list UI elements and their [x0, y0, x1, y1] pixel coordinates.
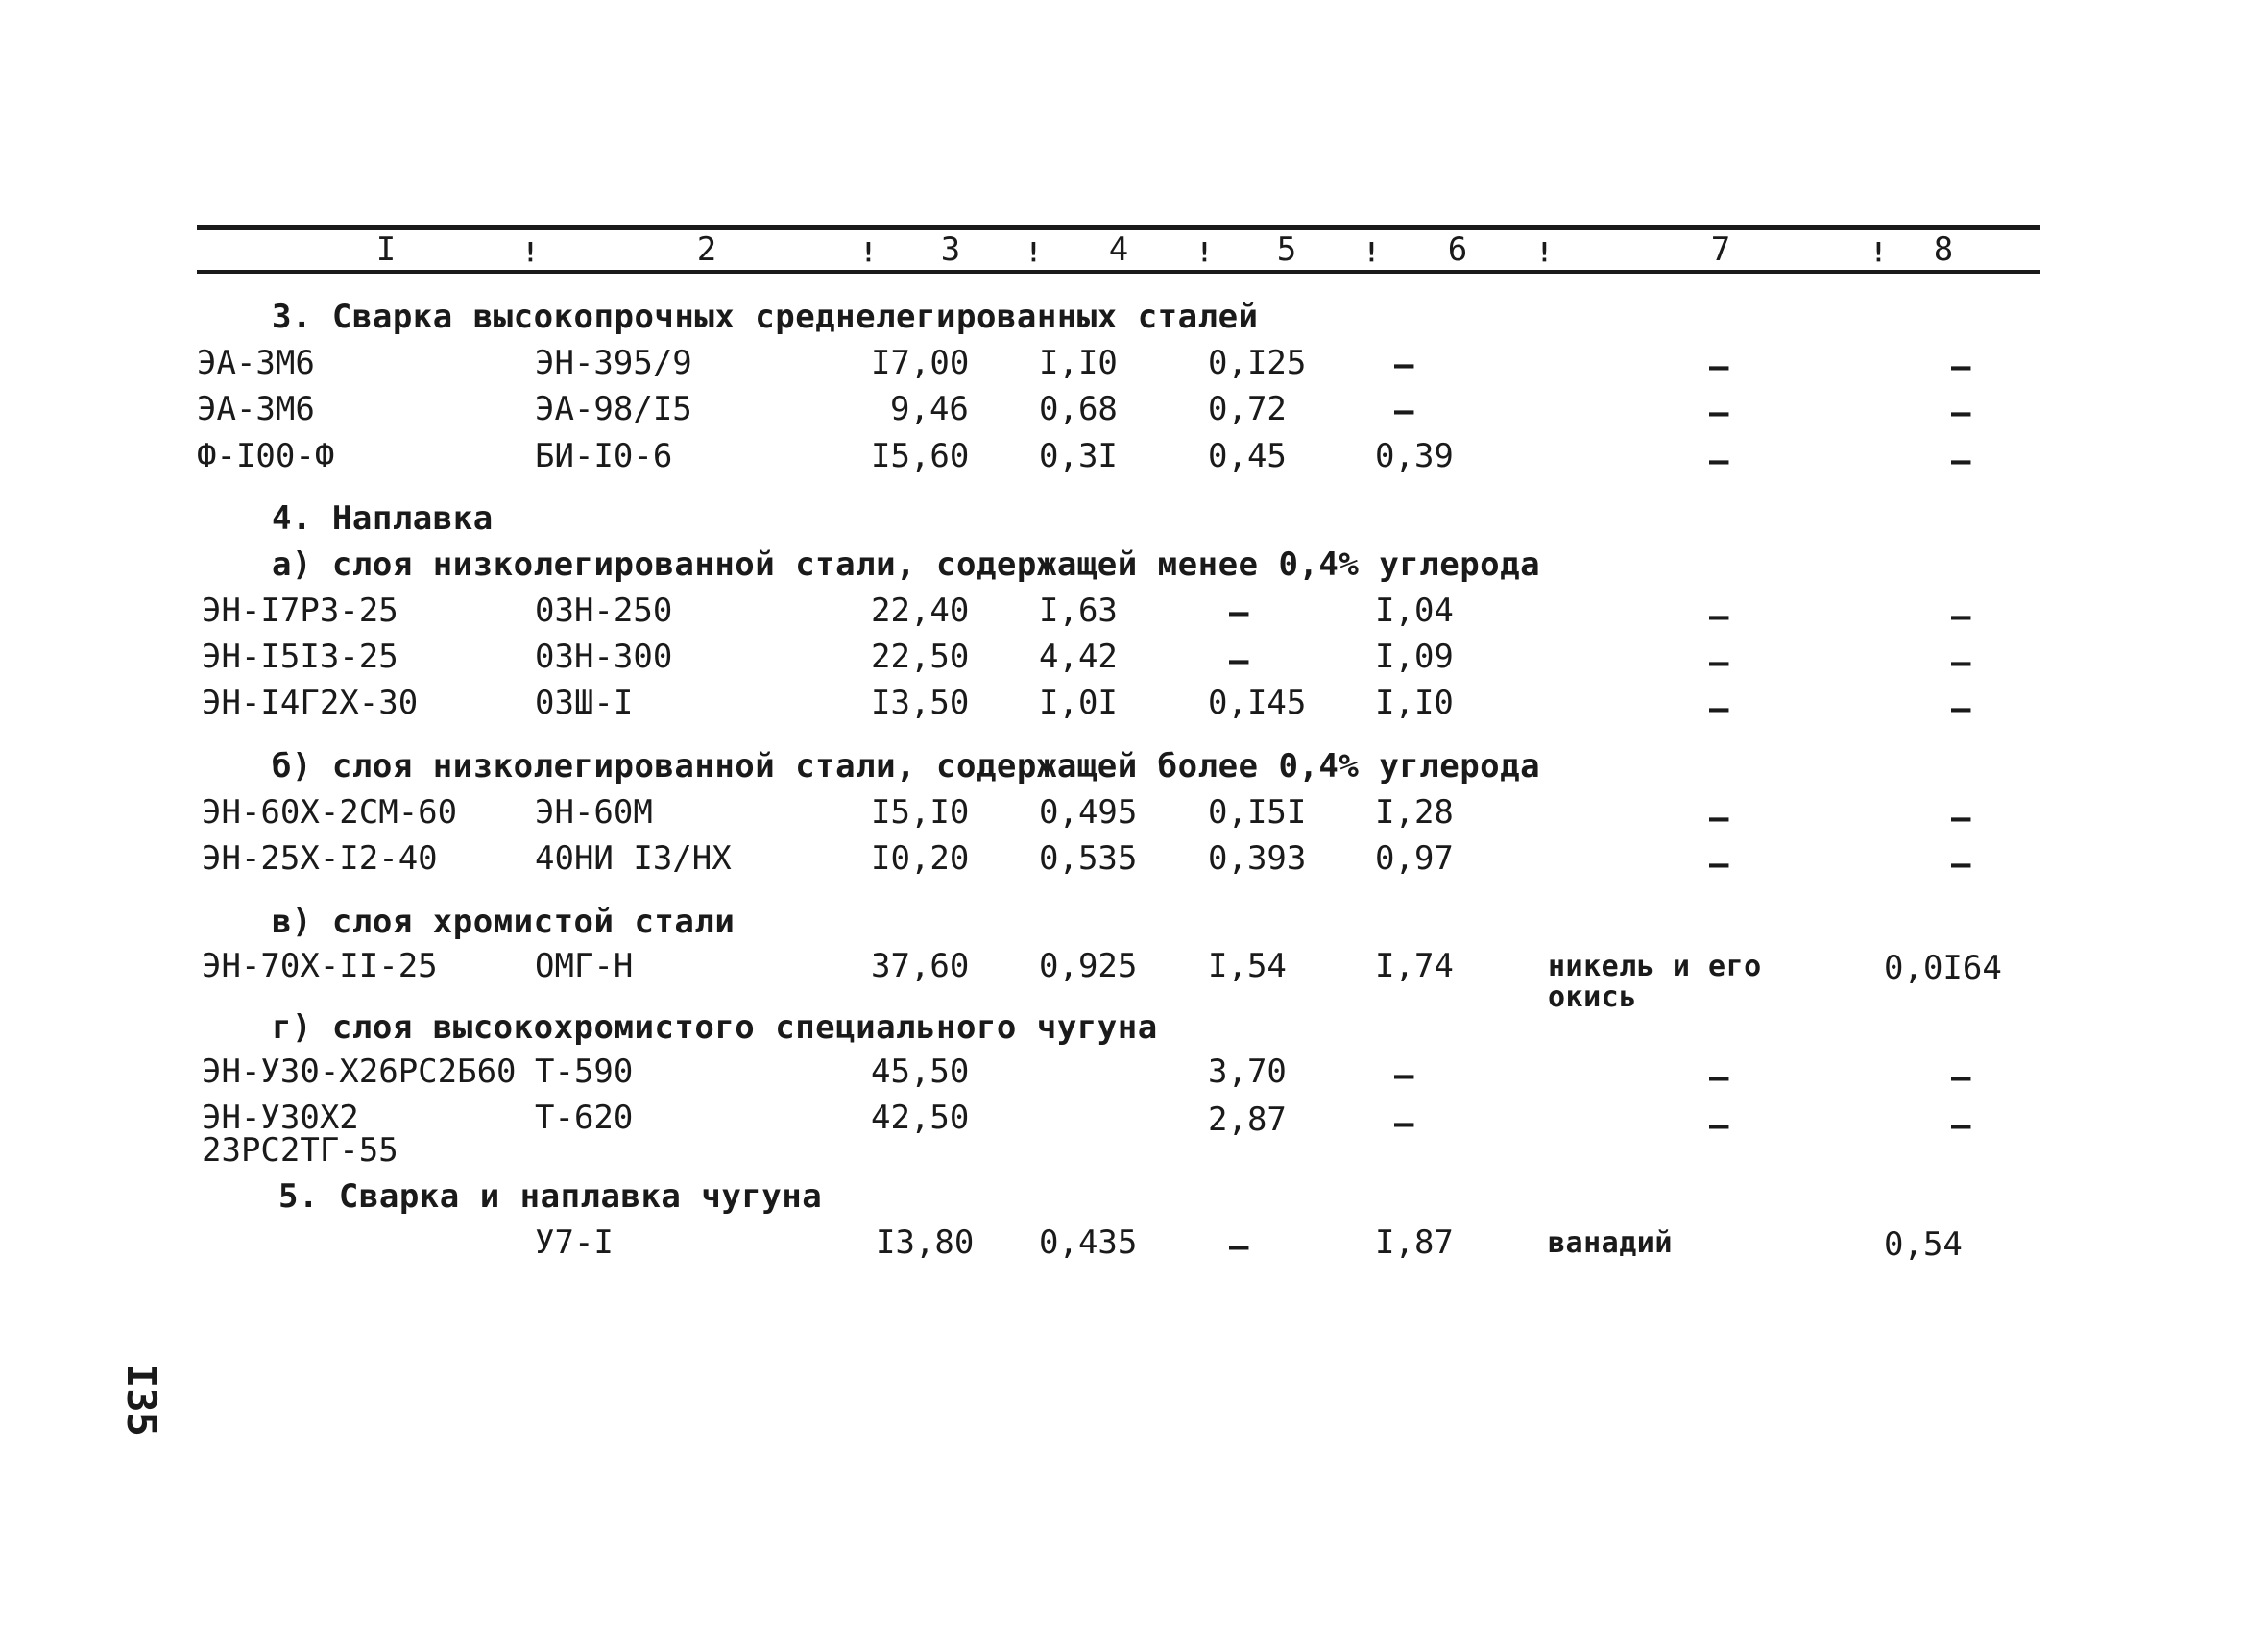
column-header-4: 4 — [1108, 230, 1129, 269]
cell-col5: 2,87 — [1208, 1101, 1287, 1139]
cell-col8: – — [1951, 1106, 1971, 1145]
cell-col5: – — [1229, 641, 1249, 680]
cell-col3: 9,46 — [890, 390, 969, 428]
page-number: I35 — [118, 1364, 165, 1437]
cell-col4: 0,535 — [1039, 839, 1138, 878]
cell-col7: – — [1709, 1058, 1729, 1097]
cell-designation: ЭА-3М6 — [197, 390, 315, 428]
cell-brand: 40НИ I3/НХ — [535, 839, 732, 878]
cell-designation: ЭН-I4Г2Х-30 — [202, 684, 419, 722]
cell-col3: I7,00 — [871, 344, 970, 382]
cell-col5: 0,I5I — [1208, 793, 1307, 832]
cell-brand: 03Н-250 — [535, 592, 673, 630]
cell-col7: – — [1709, 845, 1729, 883]
cell-col6: I,28 — [1375, 793, 1454, 832]
cell-col5: 0,72 — [1208, 390, 1287, 428]
column-separator: ! — [1363, 236, 1380, 268]
column-header-8: 8 — [1933, 230, 1954, 269]
cell-brand: ЭА-98/I5 — [535, 390, 692, 428]
cell-brand: У7-I — [535, 1223, 614, 1262]
cell-brand: Т-590 — [535, 1052, 634, 1091]
cell-col6: I,I0 — [1375, 684, 1454, 722]
cell-designation: ЭН-У30-Х26РС2Б60 — [202, 1052, 517, 1091]
cell-col5: – — [1229, 1227, 1249, 1266]
cell-designation: ЭН-I7Р3-25 — [202, 592, 398, 630]
cell-col6: I,04 — [1375, 592, 1454, 630]
cell-designation: ЭА-3М6 — [197, 344, 315, 382]
cell-col4: 0,3I — [1039, 437, 1118, 475]
cell-col4: I,I0 — [1039, 344, 1118, 382]
cell-col6: I,87 — [1375, 1223, 1454, 1262]
section-heading: 4. Наплавка — [272, 499, 494, 538]
cell-designation: ЭН-60Х-2СМ-60 — [202, 793, 458, 832]
column-separator: ! — [1196, 236, 1213, 268]
cell-col7: – — [1709, 394, 1729, 432]
cell-col3: I5,60 — [871, 437, 970, 475]
cell-col6: – — [1394, 392, 1414, 430]
subsection-heading: а) слоя низколегированной стали, содержащей менее 0,4% углерода — [272, 545, 1541, 584]
cell-col6: I,09 — [1375, 638, 1454, 676]
cell-col7: – — [1709, 442, 1729, 480]
cell-col4: 0,495 — [1039, 793, 1138, 832]
cell-col8: – — [1951, 442, 1971, 480]
cell-col6: – — [1394, 346, 1414, 384]
cell-col3: 22,40 — [871, 592, 970, 630]
cell-col3: I0,20 — [871, 839, 970, 878]
cell-col8: – — [1951, 689, 1971, 728]
cell-brand: БИ-I0-6 — [535, 437, 673, 475]
cell-col6: I,74 — [1375, 947, 1454, 985]
column-header-2: 2 — [696, 230, 717, 269]
cell-col4: 0,435 — [1039, 1223, 1138, 1262]
cell-col6: – — [1394, 1056, 1414, 1095]
cell-brand: ОМГ-Н — [535, 947, 634, 985]
cell-col8: – — [1951, 597, 1971, 636]
cell-designation: ЭН-25Х-I2-40 — [202, 839, 438, 878]
column-separator: ! — [1536, 236, 1553, 268]
cell-brand: ЭН-395/9 — [535, 344, 692, 382]
column-separator: ! — [522, 236, 539, 268]
section-heading: 3. Сварка высокопрочных среднелегированных сталей — [272, 298, 1259, 336]
cell-col7: – — [1709, 1106, 1729, 1145]
cell-designation-cont: 23РС2ТГ-55 — [202, 1131, 398, 1170]
cell-col5: 0,45 — [1208, 437, 1287, 475]
cell-designation: ЭН-У30Х2 — [202, 1099, 359, 1137]
cell-col7: – — [1709, 597, 1729, 636]
cell-col6: 0,39 — [1375, 437, 1454, 475]
section-heading: 5. Сварка и наплавка чугуна — [278, 1177, 823, 1216]
cell-col7: – — [1709, 348, 1729, 386]
subsection-heading: б) слоя низколегированной стали, содержащей более 0,4% углерода — [272, 747, 1541, 786]
cell-col7: ванадий — [1548, 1226, 1673, 1260]
column-separator: ! — [1025, 236, 1042, 268]
cell-col3: I3,50 — [871, 684, 970, 722]
header-bottom-rule — [197, 270, 2040, 274]
cell-col7: никель и его — [1548, 950, 1762, 983]
cell-col4: 4,42 — [1039, 638, 1118, 676]
cell-col5: 0,I25 — [1208, 344, 1307, 382]
cell-col7: – — [1709, 689, 1729, 728]
cell-col7-cont: окись — [1548, 980, 1637, 1014]
column-header-1: I — [375, 230, 397, 269]
cell-designation: ЭН-I5I3-25 — [202, 638, 398, 676]
cell-col8: – — [1951, 799, 1971, 837]
cell-col8: – — [1951, 1058, 1971, 1097]
cell-col5: – — [1229, 593, 1249, 632]
cell-col5: 3,70 — [1208, 1052, 1287, 1091]
cell-brand: 03Ш-I — [535, 684, 634, 722]
column-header-3: 3 — [940, 230, 961, 269]
cell-col4: 0,68 — [1039, 390, 1118, 428]
cell-col4: 0,925 — [1039, 947, 1138, 985]
subsection-heading: в) слоя хромистой стали — [272, 903, 736, 941]
cell-brand: 03Н-300 — [535, 638, 673, 676]
cell-col4: I,63 — [1039, 592, 1118, 630]
cell-brand: ЭН-60М — [535, 793, 653, 832]
cell-col8: 0,54 — [1884, 1225, 1963, 1264]
column-separator: ! — [860, 236, 877, 268]
cell-col4: I,0I — [1039, 684, 1118, 722]
column-header-6: 6 — [1447, 230, 1468, 269]
cell-designation: Ф-I00-Ф — [197, 437, 335, 475]
cell-col5: I,54 — [1208, 947, 1287, 985]
cell-col8: 0,0I64 — [1884, 949, 2002, 987]
cell-designation: ЭН-70Х-II-25 — [202, 947, 438, 985]
cell-col6: 0,97 — [1375, 839, 1454, 878]
cell-col5: 0,393 — [1208, 839, 1307, 878]
subsection-heading: г) слоя высокохромистого специального чугуна — [272, 1008, 1158, 1047]
cell-col3: 37,60 — [871, 947, 970, 985]
cell-col3: 42,50 — [871, 1099, 970, 1137]
cell-col7: – — [1709, 799, 1729, 837]
cell-col3: 22,50 — [871, 638, 970, 676]
column-header-5: 5 — [1276, 230, 1297, 269]
cell-col8: – — [1951, 394, 1971, 432]
column-separator: ! — [1870, 236, 1887, 268]
column-header-7: 7 — [1710, 230, 1731, 269]
cell-col3: I3,80 — [876, 1223, 975, 1262]
cell-col3: I5,I0 — [871, 793, 970, 832]
cell-col8: – — [1951, 643, 1971, 682]
cell-brand: Т-620 — [535, 1099, 634, 1137]
cell-col7: – — [1709, 643, 1729, 682]
cell-col3: 45,50 — [871, 1052, 970, 1091]
cell-col8: – — [1951, 348, 1971, 386]
cell-col8: – — [1951, 845, 1971, 883]
cell-col5: 0,I45 — [1208, 684, 1307, 722]
cell-col6: – — [1394, 1104, 1414, 1143]
